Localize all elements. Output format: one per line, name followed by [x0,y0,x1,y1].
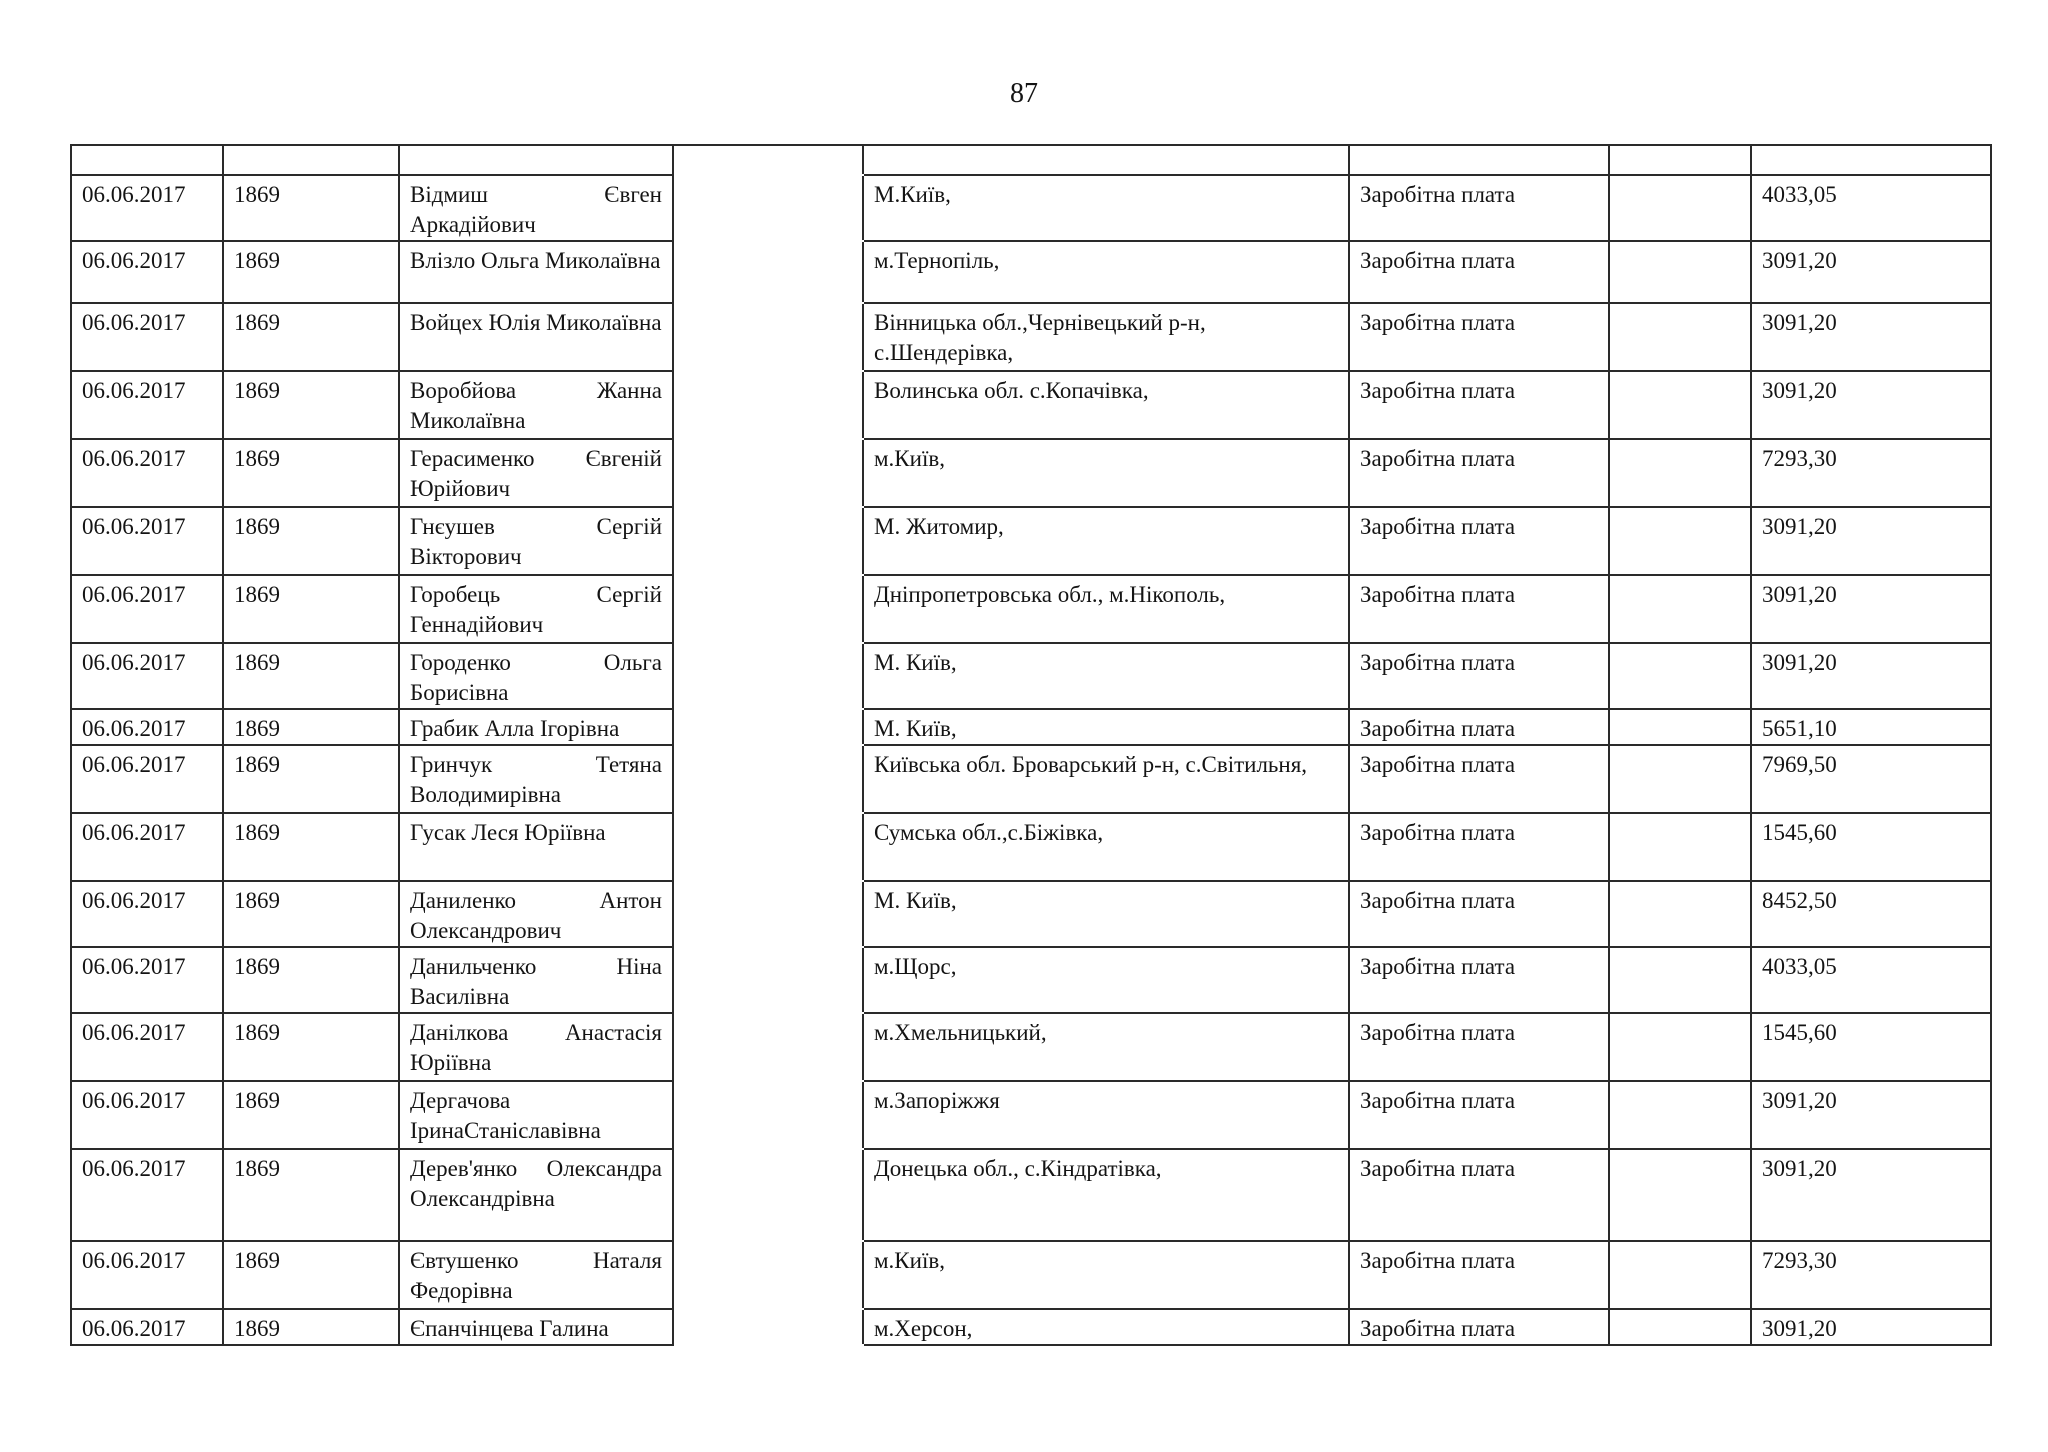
purpose-cell: Заробітна плата [1349,1081,1609,1149]
purpose-cell: Заробітна плата [1349,1013,1609,1081]
amount-cell: 1545,60 [1751,813,1991,881]
amount-cell: 7293,30 [1751,439,1991,507]
extra-cell [1609,241,1751,303]
purpose-cell: Заробітна плата [1349,507,1609,575]
table-row [71,175,1991,241]
name-cell: Данілкова Анастасія Юріївна [399,1013,673,1081]
gap-cell [673,241,863,303]
table-row [71,1149,1991,1241]
name-cell: Гнєушев Сергій Вікторович [399,507,673,575]
table-body [71,145,1991,1345]
amount-cell: 3091,20 [1751,643,1991,709]
purpose-cell: Заробітна плата [1349,575,1609,643]
date-cell: 06.06.2017 [71,507,223,575]
address-cell: М. Київ, [863,881,1349,947]
extra-cell [1609,643,1751,709]
date-cell: 06.06.2017 [71,1149,223,1241]
extra-cell [1609,439,1751,507]
header-cell-name [399,145,673,175]
gap-cell [673,1013,863,1081]
purpose-cell: Заробітна плата [1349,175,1609,241]
address-cell: м.Тернопіль, [863,241,1349,303]
header-cell-gap [673,145,863,175]
date-cell: 06.06.2017 [71,745,223,813]
address-cell: Київська обл. Броварський р-н, с.Світильня, [863,745,1349,813]
purpose-cell: Заробітна плата [1349,1149,1609,1241]
extra-cell [1609,575,1751,643]
extra-cell [1609,1081,1751,1149]
code-cell: 1869 [223,813,399,881]
purpose-cell: Заробітна плата [1349,241,1609,303]
gap-cell [673,371,863,439]
amount-cell: 5651,10 [1751,709,1991,745]
date-cell: 06.06.2017 [71,643,223,709]
name-cell: Грабик Алла Ігорівна [399,709,673,745]
code-cell: 1869 [223,881,399,947]
amount-cell: 4033,05 [1751,175,1991,241]
table-row [71,1309,1991,1345]
extra-cell [1609,947,1751,1013]
amount-cell: 7969,50 [1751,745,1991,813]
amount-cell: 3091,20 [1751,1149,1991,1241]
address-cell: Вінницька обл.,Чернівецький р-н, с.Шендерівка, [863,303,1349,371]
name-cell: Городенко Ольга Борисівна [399,643,673,709]
purpose-cell: Заробітна плата [1349,881,1609,947]
table-row [71,241,1991,303]
code-cell: 1869 [223,241,399,303]
extra-cell [1609,1013,1751,1081]
purpose-cell: Заробітна плата [1349,813,1609,881]
date-cell: 06.06.2017 [71,1241,223,1309]
extra-cell [1609,709,1751,745]
date-cell: 06.06.2017 [71,303,223,371]
code-cell: 1869 [223,1149,399,1241]
amount-cell: 4033,05 [1751,947,1991,1013]
gap-cell [673,1241,863,1309]
date-cell: 06.06.2017 [71,881,223,947]
amount-cell: 3091,20 [1751,241,1991,303]
name-cell: Гринчук Тетяна Володимирівна [399,745,673,813]
table-row [71,881,1991,947]
name-cell: Войцех Юлія Миколаївна [399,303,673,371]
code-cell: 1869 [223,575,399,643]
purpose-cell: Заробітна плата [1349,947,1609,1013]
address-cell: м.Хмельницький, [863,1013,1349,1081]
date-cell: 06.06.2017 [71,241,223,303]
extra-cell [1609,507,1751,575]
gap-cell [673,1081,863,1149]
code-cell: 1869 [223,709,399,745]
date-cell: 06.06.2017 [71,175,223,241]
address-cell: Сумська обл.,с.Біжівка, [863,813,1349,881]
purpose-cell: Заробітна плата [1349,439,1609,507]
header-cell-address [863,145,1349,175]
name-cell: Дерев'янко Олександра Олександрівна [399,1149,673,1241]
code-cell: 1869 [223,175,399,241]
table-row [71,709,1991,745]
extra-cell [1609,1309,1751,1345]
table-row [71,439,1991,507]
amount-cell: 1545,60 [1751,1013,1991,1081]
table-header-row [71,145,1991,175]
gap-cell [673,947,863,1013]
table-row [71,1241,1991,1309]
extra-cell [1609,1149,1751,1241]
table-row [71,371,1991,439]
date-cell: 06.06.2017 [71,947,223,1013]
gap-cell [673,507,863,575]
date-cell: 06.06.2017 [71,1081,223,1149]
header-cell-date [71,145,223,175]
amount-cell: 3091,20 [1751,371,1991,439]
address-cell: м.Запоріжжя [863,1081,1349,1149]
date-cell: 06.06.2017 [71,371,223,439]
gap-cell [673,439,863,507]
table-row [71,947,1991,1013]
date-cell: 06.06.2017 [71,1309,223,1345]
header-cell-purpose [1349,145,1609,175]
address-cell: м.Київ, [863,1241,1349,1309]
address-cell: Донецька обл., с.Кіндратівка, [863,1149,1349,1241]
code-cell: 1869 [223,507,399,575]
name-cell: Воробйова Жанна Миколаївна [399,371,673,439]
amount-cell: 3091,20 [1751,1309,1991,1345]
gap-cell [673,303,863,371]
gap-cell [673,643,863,709]
purpose-cell: Заробітна плата [1349,1241,1609,1309]
address-cell: Волинська обл. с.Копачівка, [863,371,1349,439]
purpose-cell: Заробітна плата [1349,709,1609,745]
payments-table [70,144,1992,1346]
address-cell: М. Київ, [863,643,1349,709]
name-cell: Дергачова ІринаСтаніславівна [399,1081,673,1149]
gap-cell [673,1309,863,1345]
date-cell: 06.06.2017 [71,439,223,507]
name-cell: Горобець Сергій Геннадійович [399,575,673,643]
extra-cell [1609,881,1751,947]
table-row [71,745,1991,813]
gap-cell [673,881,863,947]
table-row [71,303,1991,371]
table-row [71,1013,1991,1081]
table-row [71,813,1991,881]
header-cell-extra [1609,145,1751,175]
code-cell: 1869 [223,1241,399,1309]
amount-cell: 3091,20 [1751,1081,1991,1149]
purpose-cell: Заробітна плата [1349,371,1609,439]
address-cell: м.Київ, [863,439,1349,507]
gap-cell [673,175,863,241]
code-cell: 1869 [223,745,399,813]
code-cell: 1869 [223,1309,399,1345]
address-cell: Дніпропетровська обл., м.Нікополь, [863,575,1349,643]
extra-cell [1609,303,1751,371]
table-row [71,1081,1991,1149]
name-cell: Відмиш Євген Аркадійович [399,175,673,241]
code-cell: 1869 [223,643,399,709]
name-cell: Герасименко Євгеній Юрійович [399,439,673,507]
amount-cell: 8452,50 [1751,881,1991,947]
code-cell: 1869 [223,947,399,1013]
address-cell: М. Житомир, [863,507,1349,575]
address-cell: м.Щорс, [863,947,1349,1013]
header-cell-amount [1751,145,1991,175]
table-row [71,575,1991,643]
extra-cell [1609,1241,1751,1309]
extra-cell [1609,371,1751,439]
address-cell: м.Херсон, [863,1309,1349,1345]
address-cell: М.Київ, [863,175,1349,241]
purpose-cell: Заробітна плата [1349,745,1609,813]
purpose-cell: Заробітна плата [1349,303,1609,371]
name-cell: Даниленко Антон Олександрович [399,881,673,947]
code-cell: 1869 [223,1013,399,1081]
address-cell: М. Київ, [863,709,1349,745]
extra-cell [1609,175,1751,241]
page-number: 87 [1010,78,1038,109]
code-cell: 1869 [223,303,399,371]
date-cell: 06.06.2017 [71,813,223,881]
gap-cell [673,575,863,643]
header-cell-code [223,145,399,175]
code-cell: 1869 [223,439,399,507]
name-cell: Влізло Ольга Миколаївна [399,241,673,303]
purpose-cell: Заробітна плата [1349,1309,1609,1345]
table-row [71,507,1991,575]
gap-cell [673,745,863,813]
date-cell: 06.06.2017 [71,709,223,745]
name-cell: Гусак Леся Юріївна [399,813,673,881]
amount-cell: 3091,20 [1751,303,1991,371]
gap-cell [673,709,863,745]
amount-cell: 3091,20 [1751,507,1991,575]
name-cell: Данильченко Ніна Василівна [399,947,673,1013]
extra-cell [1609,813,1751,881]
gap-cell [673,813,863,881]
purpose-cell: Заробітна плата [1349,643,1609,709]
gap-cell [673,1149,863,1241]
table-row [71,643,1991,709]
amount-cell: 3091,20 [1751,575,1991,643]
date-cell: 06.06.2017 [71,1013,223,1081]
date-cell: 06.06.2017 [71,575,223,643]
extra-cell [1609,745,1751,813]
amount-cell: 7293,30 [1751,1241,1991,1309]
name-cell: Єпанчінцева Галина [399,1309,673,1345]
name-cell: Євтушенко Наталя Федорівна [399,1241,673,1309]
code-cell: 1869 [223,371,399,439]
code-cell: 1869 [223,1081,399,1149]
